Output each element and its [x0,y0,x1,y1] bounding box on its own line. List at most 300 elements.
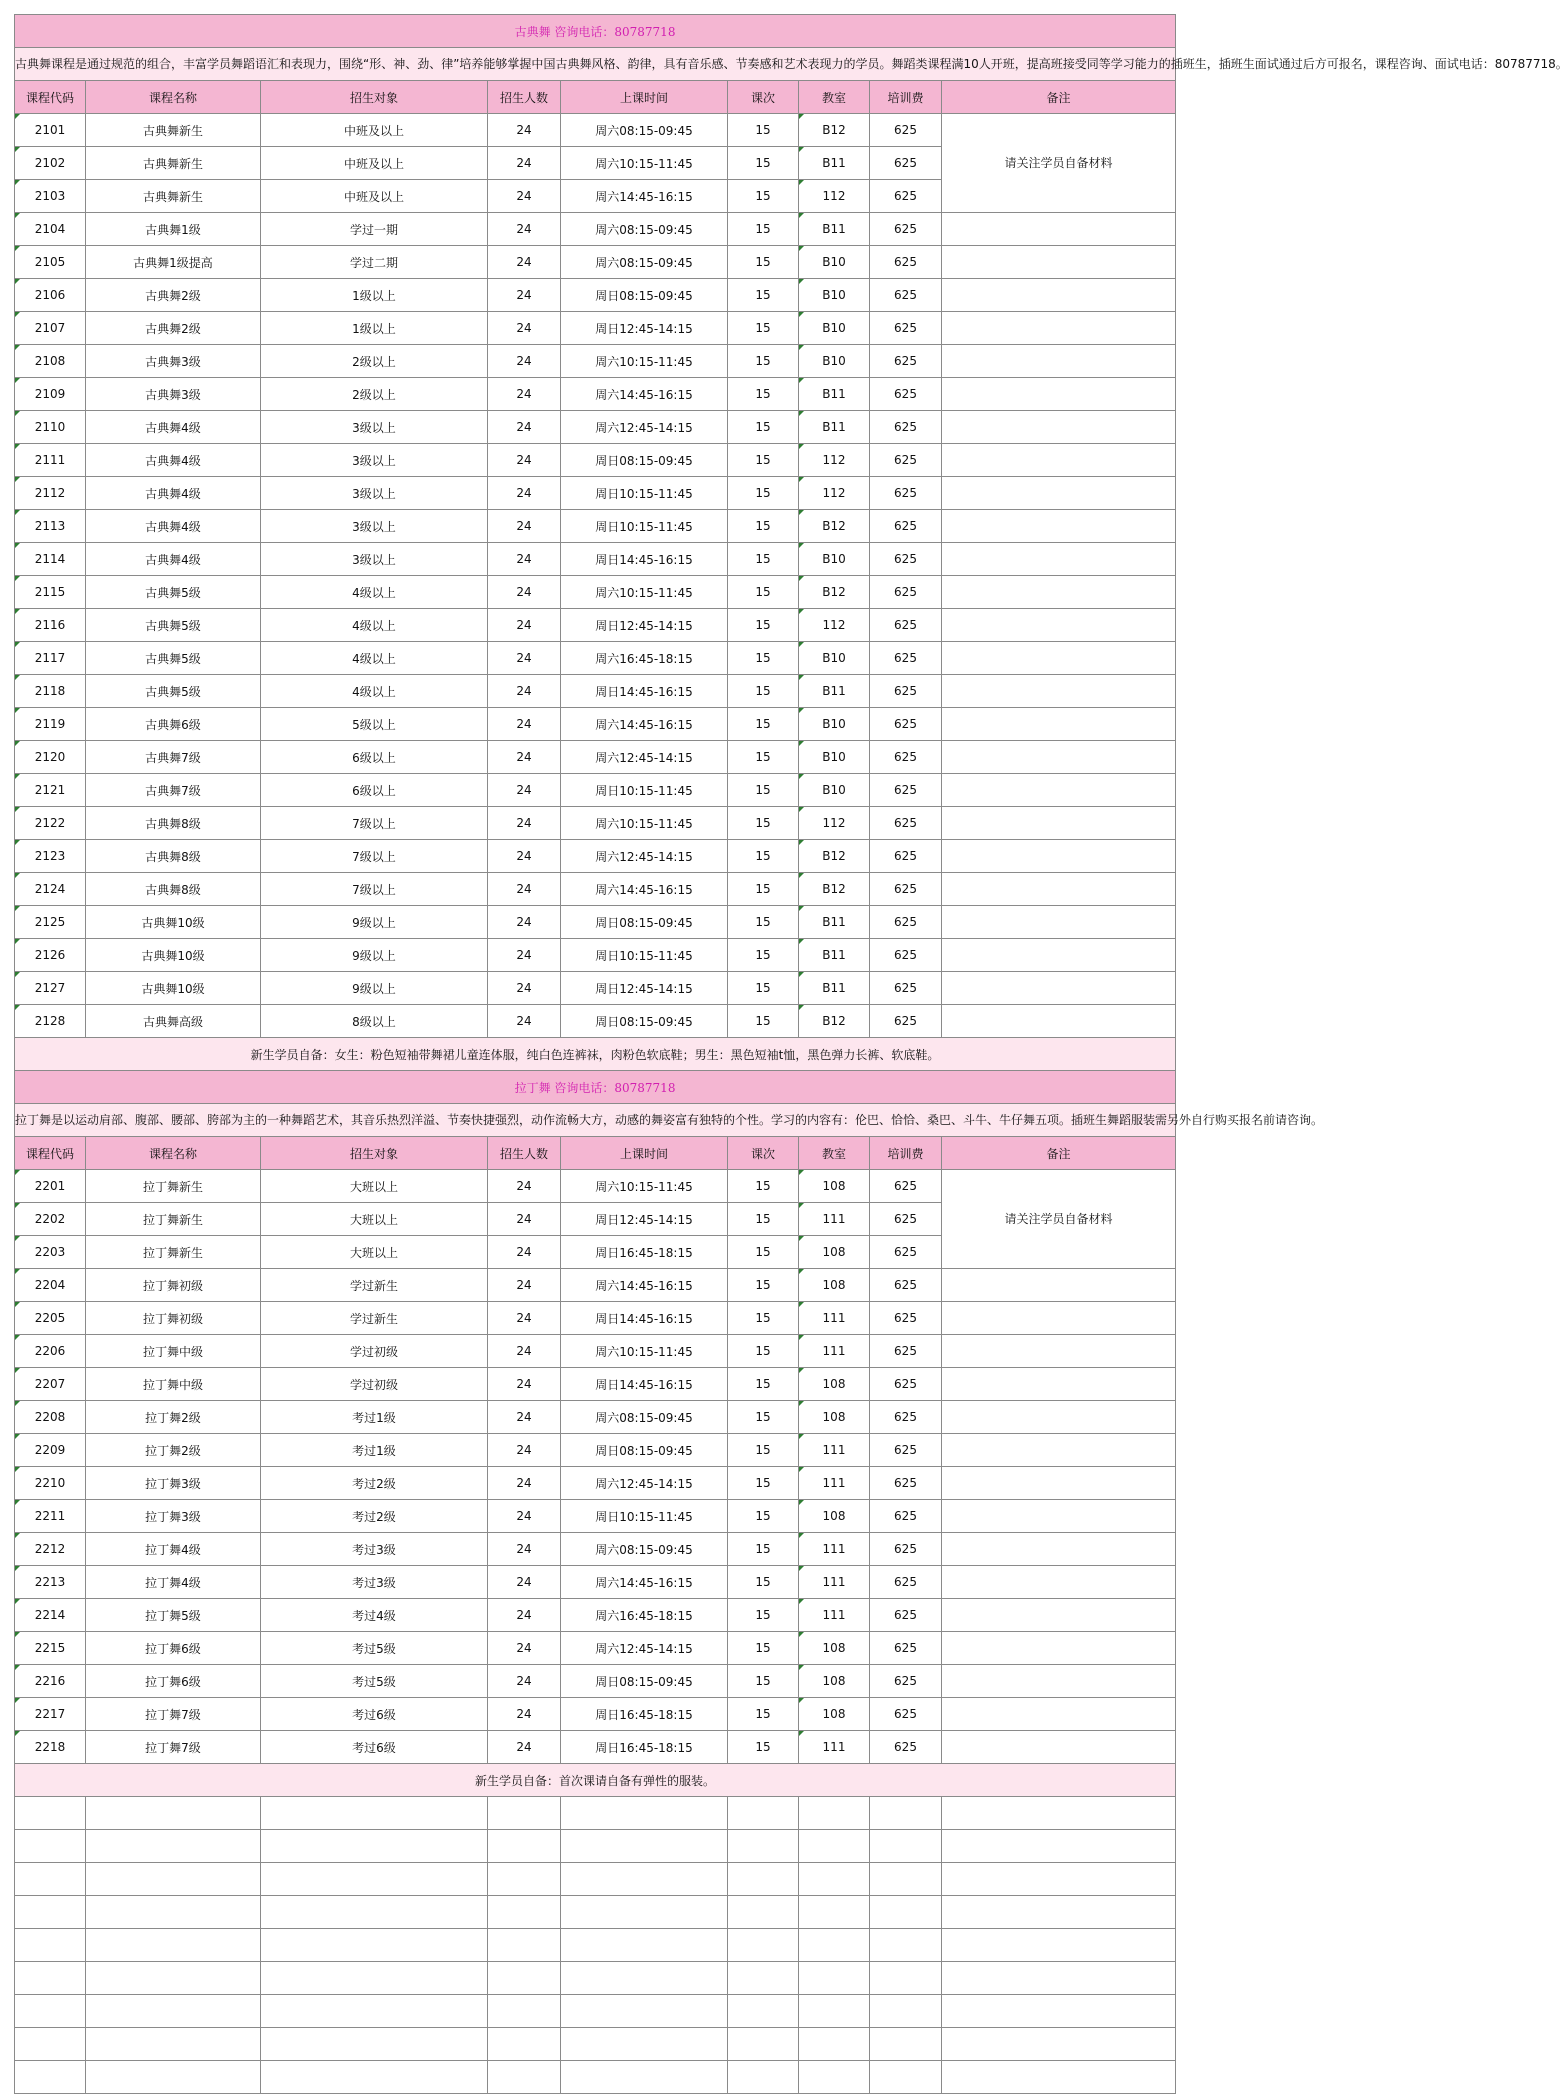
column-header[interactable]: 招生对象 [261,1137,488,1170]
table-cell[interactable]: 古典舞7级 [86,741,261,774]
table-cell[interactable]: 24 [488,708,561,741]
empty-cell[interactable] [799,1797,870,1830]
table-cell[interactable]: 2116 [15,609,86,642]
empty-cell[interactable] [561,1863,728,1896]
empty-cell[interactable] [728,1830,799,1863]
column-header[interactable]: 上课时间 [561,1137,728,1170]
table-cell[interactable]: 周日10:15-11:45 [561,939,728,972]
table-cell[interactable]: 2123 [15,840,86,873]
table-cell[interactable]: 24 [488,807,561,840]
table-cell[interactable]: 625 [870,345,942,378]
table-cell[interactable]: 15 [728,1632,799,1665]
empty-cell[interactable] [728,1863,799,1896]
table-cell[interactable]: B10 [799,312,870,345]
table-cell[interactable]: 2106 [15,279,86,312]
table-cell[interactable]: 15 [728,510,799,543]
table-cell[interactable]: 111 [799,1434,870,1467]
empty-cell[interactable] [799,2028,870,2061]
table-cell[interactable]: 学过一期 [261,213,488,246]
empty-cell[interactable] [799,1863,870,1896]
table-cell[interactable]: 625 [870,246,942,279]
table-cell[interactable]: 625 [870,741,942,774]
table-cell[interactable]: 考过1级 [261,1401,488,1434]
table-cell[interactable]: 周日08:15-09:45 [561,444,728,477]
table-cell[interactable]: 周日08:15-09:45 [561,1434,728,1467]
table-cell[interactable]: 周六14:45-16:15 [561,180,728,213]
remark-cell-empty[interactable] [942,312,1176,345]
table-cell[interactable]: 24 [488,345,561,378]
table-cell[interactable]: 15 [728,1170,799,1203]
empty-cell[interactable] [799,1929,870,1962]
table-cell[interactable]: 24 [488,279,561,312]
table-cell[interactable]: 108 [799,1368,870,1401]
table-cell[interactable]: 周日08:15-09:45 [561,906,728,939]
table-cell[interactable]: 24 [488,1005,561,1038]
table-cell[interactable]: B10 [799,774,870,807]
table-cell[interactable]: B10 [799,543,870,576]
table-cell[interactable]: 15 [728,774,799,807]
table-cell[interactable]: 24 [488,1203,561,1236]
table-cell[interactable]: 2101 [15,114,86,147]
empty-cell[interactable] [561,1962,728,1995]
table-cell[interactable]: 大班以上 [261,1170,488,1203]
empty-cell[interactable] [15,1797,86,1830]
table-cell[interactable]: 112 [799,180,870,213]
table-cell[interactable]: 625 [870,1467,942,1500]
table-cell[interactable]: 周六08:15-09:45 [561,114,728,147]
table-cell[interactable]: 古典舞高级 [86,1005,261,1038]
table-cell[interactable]: 3级以上 [261,411,488,444]
table-cell[interactable]: 625 [870,1203,942,1236]
table-cell[interactable]: 15 [728,972,799,1005]
table-cell[interactable]: 15 [728,543,799,576]
table-cell[interactable]: 拉丁舞新生 [86,1203,261,1236]
table-cell[interactable]: 6级以上 [261,741,488,774]
table-cell[interactable]: 108 [799,1698,870,1731]
table-cell[interactable]: 3级以上 [261,477,488,510]
table-cell[interactable]: 拉丁舞3级 [86,1500,261,1533]
table-cell[interactable]: 2104 [15,213,86,246]
table-cell[interactable]: 15 [728,378,799,411]
remark-cell-empty[interactable] [942,246,1176,279]
column-header[interactable]: 课程名称 [86,1137,261,1170]
empty-cell[interactable] [728,2061,799,2094]
empty-cell[interactable] [942,2028,1176,2061]
table-cell[interactable]: 3级以上 [261,543,488,576]
table-cell[interactable]: 15 [728,1269,799,1302]
table-cell[interactable]: 3级以上 [261,444,488,477]
table-cell[interactable]: 周六12:45-14:15 [561,741,728,774]
table-cell[interactable]: 15 [728,1599,799,1632]
table-cell[interactable]: 古典舞8级 [86,840,261,873]
remark-cell-empty[interactable] [942,1368,1176,1401]
remark-cell-empty[interactable] [942,1566,1176,1599]
table-cell[interactable]: 学过初级 [261,1368,488,1401]
table-cell[interactable]: 周日12:45-14:15 [561,972,728,1005]
table-cell[interactable]: 拉丁舞6级 [86,1665,261,1698]
table-cell[interactable]: 2204 [15,1269,86,1302]
table-cell[interactable]: 625 [870,1236,942,1269]
table-cell[interactable]: 周六12:45-14:15 [561,840,728,873]
table-cell[interactable]: 24 [488,1599,561,1632]
table-cell[interactable]: 24 [488,840,561,873]
remark-cell-empty[interactable] [942,807,1176,840]
table-cell[interactable]: 15 [728,675,799,708]
table-cell[interactable]: B10 [799,345,870,378]
empty-cell[interactable] [942,1863,1176,1896]
empty-cell[interactable] [86,1995,261,2028]
table-cell[interactable]: 2206 [15,1335,86,1368]
table-cell[interactable]: 拉丁舞新生 [86,1236,261,1269]
table-cell[interactable]: 625 [870,972,942,1005]
empty-cell[interactable] [728,1929,799,1962]
table-cell[interactable]: 15 [728,741,799,774]
empty-cell[interactable] [561,1830,728,1863]
table-cell[interactable]: 111 [799,1203,870,1236]
table-cell[interactable]: 2128 [15,1005,86,1038]
table-cell[interactable]: 2218 [15,1731,86,1764]
remark-cell-empty[interactable] [942,1467,1176,1500]
table-cell[interactable]: 考过5级 [261,1665,488,1698]
table-cell[interactable]: 15 [728,147,799,180]
table-cell[interactable]: 15 [728,279,799,312]
table-cell[interactable]: 2107 [15,312,86,345]
table-cell[interactable]: 15 [728,807,799,840]
remark-cell-empty[interactable] [942,213,1176,246]
table-cell[interactable]: 2207 [15,1368,86,1401]
empty-cell[interactable] [561,1995,728,2028]
table-cell[interactable]: 2级以上 [261,378,488,411]
table-cell[interactable]: 625 [870,906,942,939]
empty-cell[interactable] [261,2028,488,2061]
table-cell[interactable]: 625 [870,510,942,543]
table-cell[interactable]: 625 [870,1599,942,1632]
empty-cell[interactable] [261,1929,488,1962]
remark-cell-empty[interactable] [942,279,1176,312]
table-cell[interactable]: 学过初级 [261,1335,488,1368]
table-cell[interactable]: B11 [799,147,870,180]
table-cell[interactable]: 2102 [15,147,86,180]
table-cell[interactable]: 2109 [15,378,86,411]
table-cell[interactable]: 古典舞7级 [86,774,261,807]
table-cell[interactable]: B12 [799,873,870,906]
empty-cell[interactable] [261,1863,488,1896]
table-cell[interactable]: 古典舞1级提高 [86,246,261,279]
remark-cell-empty[interactable] [942,1698,1176,1731]
table-cell[interactable]: 108 [799,1401,870,1434]
table-cell[interactable]: 111 [799,1302,870,1335]
table-cell[interactable]: 8级以上 [261,1005,488,1038]
table-cell[interactable]: 6级以上 [261,774,488,807]
table-cell[interactable]: 625 [870,147,942,180]
empty-cell[interactable] [86,1962,261,1995]
table-cell[interactable]: 拉丁舞初级 [86,1269,261,1302]
table-cell[interactable]: 周六12:45-14:15 [561,1467,728,1500]
table-cell[interactable]: 24 [488,675,561,708]
table-cell[interactable]: 7级以上 [261,840,488,873]
empty-cell[interactable] [870,1995,942,2028]
table-cell[interactable]: 24 [488,873,561,906]
empty-cell[interactable] [728,1896,799,1929]
table-cell[interactable]: 4级以上 [261,609,488,642]
table-cell[interactable]: 周日14:45-16:15 [561,543,728,576]
table-cell[interactable]: 625 [870,807,942,840]
remark-cell-empty[interactable] [942,345,1176,378]
table-cell[interactable]: 24 [488,543,561,576]
table-cell[interactable]: 108 [799,1269,870,1302]
table-cell[interactable]: 24 [488,213,561,246]
table-cell[interactable]: 中班及以上 [261,114,488,147]
table-cell[interactable]: 周六16:45-18:15 [561,1599,728,1632]
table-cell[interactable]: 2119 [15,708,86,741]
remark-cell-empty[interactable] [942,1599,1176,1632]
table-cell[interactable]: 周日10:15-11:45 [561,510,728,543]
table-cell[interactable]: 15 [728,1005,799,1038]
empty-cell[interactable] [728,1995,799,2028]
table-cell[interactable]: 24 [488,1434,561,1467]
table-cell[interactable]: 2118 [15,675,86,708]
empty-cell[interactable] [86,1863,261,1896]
table-cell[interactable]: 15 [728,1665,799,1698]
table-cell[interactable]: B12 [799,840,870,873]
table-cell[interactable]: 周日10:15-11:45 [561,1500,728,1533]
table-cell[interactable]: 周日10:15-11:45 [561,774,728,807]
table-cell[interactable]: 2124 [15,873,86,906]
table-cell[interactable]: 考过2级 [261,1467,488,1500]
empty-cell[interactable] [86,1830,261,1863]
table-cell[interactable]: 古典舞6级 [86,708,261,741]
remark-cell-empty[interactable] [942,378,1176,411]
empty-cell[interactable] [870,1863,942,1896]
table-cell[interactable]: B12 [799,114,870,147]
empty-cell[interactable] [870,2028,942,2061]
empty-cell[interactable] [799,1896,870,1929]
table-cell[interactable]: 9级以上 [261,906,488,939]
table-cell[interactable]: 625 [870,378,942,411]
empty-cell[interactable] [561,1797,728,1830]
table-cell[interactable]: 108 [799,1500,870,1533]
table-cell[interactable]: 625 [870,477,942,510]
table-cell[interactable]: 625 [870,642,942,675]
table-cell[interactable]: 24 [488,1302,561,1335]
column-header[interactable]: 备注 [942,81,1176,114]
table-cell[interactable]: 古典舞10级 [86,906,261,939]
table-cell[interactable]: 24 [488,1335,561,1368]
table-cell[interactable]: 2125 [15,906,86,939]
table-cell[interactable]: 24 [488,1665,561,1698]
table-cell[interactable]: 2108 [15,345,86,378]
empty-cell[interactable] [942,1995,1176,2028]
empty-cell[interactable] [15,1863,86,1896]
table-cell[interactable]: 625 [870,1731,942,1764]
empty-cell[interactable] [942,1962,1176,1995]
table-cell[interactable]: 15 [728,180,799,213]
table-cell[interactable]: 24 [488,1632,561,1665]
table-cell[interactable]: 2122 [15,807,86,840]
table-cell[interactable]: 24 [488,477,561,510]
table-cell[interactable]: 2121 [15,774,86,807]
remark-cell-empty[interactable] [942,1335,1176,1368]
table-cell[interactable]: 4级以上 [261,576,488,609]
table-cell[interactable]: 周六12:45-14:15 [561,411,728,444]
table-cell[interactable]: 拉丁舞中级 [86,1335,261,1368]
table-cell[interactable]: 625 [870,543,942,576]
table-cell[interactable]: 15 [728,1467,799,1500]
table-cell[interactable]: B11 [799,939,870,972]
table-cell[interactable]: 2209 [15,1434,86,1467]
table-cell[interactable]: 周六14:45-16:15 [561,708,728,741]
table-cell[interactable]: 111 [799,1335,870,1368]
table-cell[interactable]: 考过6级 [261,1698,488,1731]
table-cell[interactable]: 15 [728,1335,799,1368]
table-cell[interactable]: 2214 [15,1599,86,1632]
table-cell[interactable]: 15 [728,477,799,510]
table-cell[interactable]: 24 [488,609,561,642]
table-cell[interactable]: 625 [870,840,942,873]
table-cell[interactable]: 古典舞3级 [86,345,261,378]
empty-cell[interactable] [488,2061,561,2094]
empty-cell[interactable] [488,1830,561,1863]
table-cell[interactable]: 2213 [15,1566,86,1599]
table-cell[interactable]: 625 [870,708,942,741]
empty-cell[interactable] [488,1896,561,1929]
table-cell[interactable]: 24 [488,378,561,411]
table-cell[interactable]: 24 [488,1533,561,1566]
table-cell[interactable]: 大班以上 [261,1236,488,1269]
table-cell[interactable]: 4级以上 [261,675,488,708]
table-cell[interactable]: B11 [799,378,870,411]
table-cell[interactable]: 拉丁舞4级 [86,1533,261,1566]
section-note[interactable]: 新生学员自备：女生：粉色短袖带舞裙儿童连体服，纯白色连裤袜，肉粉色软底鞋；男生：黑色短袖t恤，黑色弹力长裤、软底鞋。 [15,1038,1176,1071]
table-cell[interactable]: 112 [799,807,870,840]
table-cell[interactable]: B11 [799,972,870,1005]
table-cell[interactable]: 24 [488,444,561,477]
table-cell[interactable]: 2117 [15,642,86,675]
table-cell[interactable]: 24 [488,741,561,774]
section-intro[interactable]: 拉丁舞是以运动肩部、腹部、腰部、胯部为主的一种舞蹈艺术，其音乐热烈洋溢、节奏快捷强烈，动作流畅大方，动感的舞姿富有独特的个性。学习的内容有：伦巴、恰恰、桑巴、斗牛、牛仔舞五项。插班生舞蹈服装需另外自行购买报名前请咨询。 [15,1104,1176,1137]
empty-cell[interactable] [942,1896,1176,1929]
column-header[interactable]: 课次 [728,1137,799,1170]
section-title[interactable]: 古典舞 咨询电话：80787718 [15,15,1176,48]
empty-cell[interactable] [488,1863,561,1896]
table-cell[interactable]: 2127 [15,972,86,1005]
table-cell[interactable]: 625 [870,609,942,642]
section-note[interactable]: 新生学员自备：首次课请自备有弹性的服装。 [15,1764,1176,1797]
remark-cell-empty[interactable] [942,1533,1176,1566]
empty-cell[interactable] [261,2061,488,2094]
remark-cell-empty[interactable] [942,444,1176,477]
table-cell[interactable]: 111 [799,1533,870,1566]
table-cell[interactable]: 15 [728,114,799,147]
table-cell[interactable]: 15 [728,1698,799,1731]
table-cell[interactable]: 周日14:45-16:15 [561,1368,728,1401]
table-cell[interactable]: 周日12:45-14:15 [561,609,728,642]
column-header[interactable]: 教室 [799,81,870,114]
table-cell[interactable]: 625 [870,444,942,477]
table-cell[interactable]: 古典舞4级 [86,411,261,444]
table-cell[interactable]: 中班及以上 [261,180,488,213]
empty-cell[interactable] [942,1797,1176,1830]
table-cell[interactable]: 625 [870,213,942,246]
table-cell[interactable]: 15 [728,411,799,444]
empty-cell[interactable] [942,1929,1176,1962]
table-cell[interactable]: 古典舞2级 [86,312,261,345]
table-cell[interactable]: 625 [870,1500,942,1533]
table-cell[interactable]: 15 [728,1302,799,1335]
empty-cell[interactable] [488,1929,561,1962]
empty-cell[interactable] [261,1995,488,2028]
empty-cell[interactable] [488,2028,561,2061]
table-cell[interactable]: 625 [870,1665,942,1698]
empty-cell[interactable] [728,1962,799,1995]
table-cell[interactable]: 625 [870,774,942,807]
empty-cell[interactable] [870,1962,942,1995]
empty-cell[interactable] [15,1995,86,2028]
table-cell[interactable]: 古典舞10级 [86,972,261,1005]
table-cell[interactable]: 15 [728,939,799,972]
table-cell[interactable]: 学过新生 [261,1302,488,1335]
table-cell[interactable]: 24 [488,1731,561,1764]
table-cell[interactable]: 625 [870,1005,942,1038]
table-cell[interactable]: 24 [488,411,561,444]
remark-cell-empty[interactable] [942,642,1176,675]
remark-cell-empty[interactable] [942,477,1176,510]
table-cell[interactable]: 112 [799,609,870,642]
table-cell[interactable]: 24 [488,180,561,213]
table-cell[interactable]: 周六16:45-18:15 [561,642,728,675]
table-cell[interactable]: 周六08:15-09:45 [561,1401,728,1434]
table-cell[interactable]: 24 [488,576,561,609]
table-cell[interactable]: 15 [728,609,799,642]
table-cell[interactable]: 2217 [15,1698,86,1731]
remark-cell-empty[interactable] [942,1500,1176,1533]
table-cell[interactable]: 周六10:15-11:45 [561,147,728,180]
table-cell[interactable]: 拉丁舞中级 [86,1368,261,1401]
table-cell[interactable]: 625 [870,1698,942,1731]
column-header[interactable]: 课程代码 [15,1137,86,1170]
table-cell[interactable]: 周六08:15-09:45 [561,213,728,246]
empty-cell[interactable] [261,1896,488,1929]
table-cell[interactable]: 拉丁舞新生 [86,1170,261,1203]
empty-cell[interactable] [86,2061,261,2094]
table-cell[interactable]: 古典舞5级 [86,642,261,675]
table-cell[interactable]: 625 [870,312,942,345]
table-cell[interactable]: 7级以上 [261,807,488,840]
table-cell[interactable]: 108 [799,1632,870,1665]
remark-cell-empty[interactable] [942,576,1176,609]
column-header[interactable]: 备注 [942,1137,1176,1170]
empty-cell[interactable] [561,2028,728,2061]
table-cell[interactable]: 古典舞2级 [86,279,261,312]
table-cell[interactable]: 625 [870,1302,942,1335]
empty-cell[interactable] [799,1995,870,2028]
table-cell[interactable]: 古典舞5级 [86,675,261,708]
empty-cell[interactable] [86,1797,261,1830]
empty-cell[interactable] [488,1995,561,2028]
table-cell[interactable]: 15 [728,840,799,873]
table-cell[interactable]: 拉丁舞5级 [86,1599,261,1632]
table-cell[interactable]: 15 [728,708,799,741]
table-cell[interactable]: 1级以上 [261,279,488,312]
table-cell[interactable]: 周日16:45-18:15 [561,1731,728,1764]
table-cell[interactable]: 24 [488,642,561,675]
table-cell[interactable]: 考过5级 [261,1632,488,1665]
table-cell[interactable]: 周六14:45-16:15 [561,873,728,906]
column-header[interactable]: 上课时间 [561,81,728,114]
table-cell[interactable]: B12 [799,510,870,543]
remark-cell-empty[interactable] [942,675,1176,708]
table-cell[interactable]: 拉丁舞初级 [86,1302,261,1335]
